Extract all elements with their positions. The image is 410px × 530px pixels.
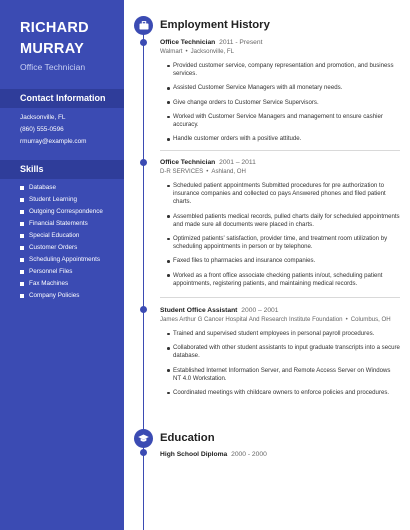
job-title: Student Office Assistant bbox=[160, 307, 238, 314]
graduation-cap-icon bbox=[134, 429, 153, 448]
job-employer-line: Walmart • Jacksonville, FL bbox=[160, 48, 234, 55]
skill-item: Special Education bbox=[20, 230, 103, 242]
contact-phone: (860) 555-0596 bbox=[20, 126, 64, 133]
last-name: MURRAY bbox=[20, 41, 85, 57]
first-name: RICHARD bbox=[20, 20, 89, 36]
job-bullet: Faxed files to pharmacies and insurance companies. bbox=[167, 257, 400, 265]
job-bullet: Provided customer service, company representation and promotion, and business services. bbox=[167, 62, 400, 78]
timeline-dot bbox=[140, 39, 147, 46]
job-bullet: Scheduled patient appointments Submitted procedures for pre authorization to insurance companies and collected co pays Answered phones and filed patient charts. bbox=[167, 182, 400, 207]
job-dates: 2001 – 2011 bbox=[219, 159, 256, 166]
skills-list bbox=[20, 182, 103, 302]
job-location: Ashland, OH bbox=[211, 168, 246, 175]
contact-heading: Contact Information bbox=[0, 89, 124, 108]
job-bullet: Established Internet Information Server, and Remote Access Server on Windows NT 4.0 Workstation. bbox=[167, 367, 400, 383]
skill-item: Scheduling Appointments bbox=[20, 254, 103, 266]
skill-item: Personnel Files bbox=[20, 266, 103, 278]
skill-item: Financial Statements bbox=[20, 218, 103, 230]
candidate-name bbox=[20, 18, 89, 60]
job-bullet: Handle customer orders with a positive attitude. bbox=[167, 135, 400, 143]
job-entry bbox=[160, 38, 400, 149]
job-dates: 2000 – 2001 bbox=[241, 307, 279, 314]
job-bullet: Assembled patients medical records, pulled charts daily for scheduled appointments and made sure all documents were placed in charts. bbox=[167, 213, 400, 229]
section-divider bbox=[160, 150, 400, 151]
skill-item: Database bbox=[20, 182, 103, 194]
skill-item: Customer Orders bbox=[20, 242, 103, 254]
job-bullets bbox=[160, 62, 400, 143]
timeline-dot bbox=[140, 449, 147, 456]
job-location: Jacksonville, FL bbox=[190, 48, 234, 55]
job-bullet: Worked as a front office associate checking patients in/out, scheduling patient appointments, registering patients, and maintaining medical records. bbox=[167, 272, 400, 288]
job-title: Office Technician bbox=[160, 159, 216, 166]
section-divider bbox=[160, 297, 400, 298]
job-bullet: Worked with Customer Service Managers and management to ensure cashier accuracy. bbox=[167, 113, 400, 129]
education-entry bbox=[160, 451, 267, 458]
job-bullet: Assisted Customer Service Managers with all monetary needs. bbox=[167, 84, 400, 92]
job-employer-line: James Arthur G Cancer Hospital And Research Institute Foundation • Columbus, OH bbox=[160, 316, 391, 323]
skills-heading: Skills bbox=[0, 160, 124, 179]
contact-info bbox=[20, 112, 87, 148]
contact-email[interactable]: rmurray@example.com bbox=[20, 138, 87, 145]
job-heading bbox=[160, 38, 400, 47]
job-employer: Walmart bbox=[160, 48, 183, 55]
contact-location: Jacksonville, FL bbox=[20, 114, 66, 121]
job-title: Office Technician bbox=[20, 62, 86, 72]
job-bullet: Collaborated with other student assistants to input graduate transcripts into a secure database. bbox=[167, 344, 400, 360]
skill-item: Student Learning bbox=[20, 194, 103, 206]
employment-heading: Employment History bbox=[160, 19, 270, 31]
skill-item: Outgoing Correspondence bbox=[20, 206, 103, 218]
briefcase-icon bbox=[134, 16, 153, 35]
job-entry bbox=[160, 306, 400, 403]
job-title: Office Technician bbox=[160, 39, 216, 46]
education-title: High School Diploma bbox=[160, 451, 228, 458]
job-heading bbox=[160, 158, 400, 167]
job-dates: 2011 - Present bbox=[219, 39, 263, 46]
education-heading: Education bbox=[160, 432, 215, 444]
job-bullets bbox=[160, 182, 400, 288]
skill-item: Fax Machines bbox=[20, 278, 103, 290]
job-bullets bbox=[160, 330, 400, 397]
job-heading bbox=[160, 306, 400, 315]
job-employer: D-R SERVICES bbox=[160, 168, 204, 175]
timeline-dot bbox=[140, 306, 147, 313]
job-bullet: Trained and supervised student employees in personal payroll procedures. bbox=[167, 330, 400, 338]
skill-item: Company Policies bbox=[20, 290, 103, 302]
job-bullet: Coordinated meetings with childcare owners to enforce policies and procedures. bbox=[167, 389, 400, 397]
job-entry bbox=[160, 158, 400, 294]
job-employer-line: D-R SERVICES • Ashland, OH bbox=[160, 168, 246, 175]
job-bullet: Give change orders to Customer Service Supervisors. bbox=[167, 99, 400, 107]
job-location: Columbus, OH bbox=[350, 316, 391, 323]
timeline-dot bbox=[140, 159, 147, 166]
job-employer: James Arthur G Cancer Hospital And Research Institute Foundation bbox=[160, 316, 343, 323]
education-dates: 2000 - 2000 bbox=[231, 451, 267, 458]
job-bullet: Optimized patients' satisfaction, provider time, and treatment room utilization by scheduling appointments in person or by telephone. bbox=[167, 235, 400, 251]
sidebar bbox=[0, 0, 124, 530]
